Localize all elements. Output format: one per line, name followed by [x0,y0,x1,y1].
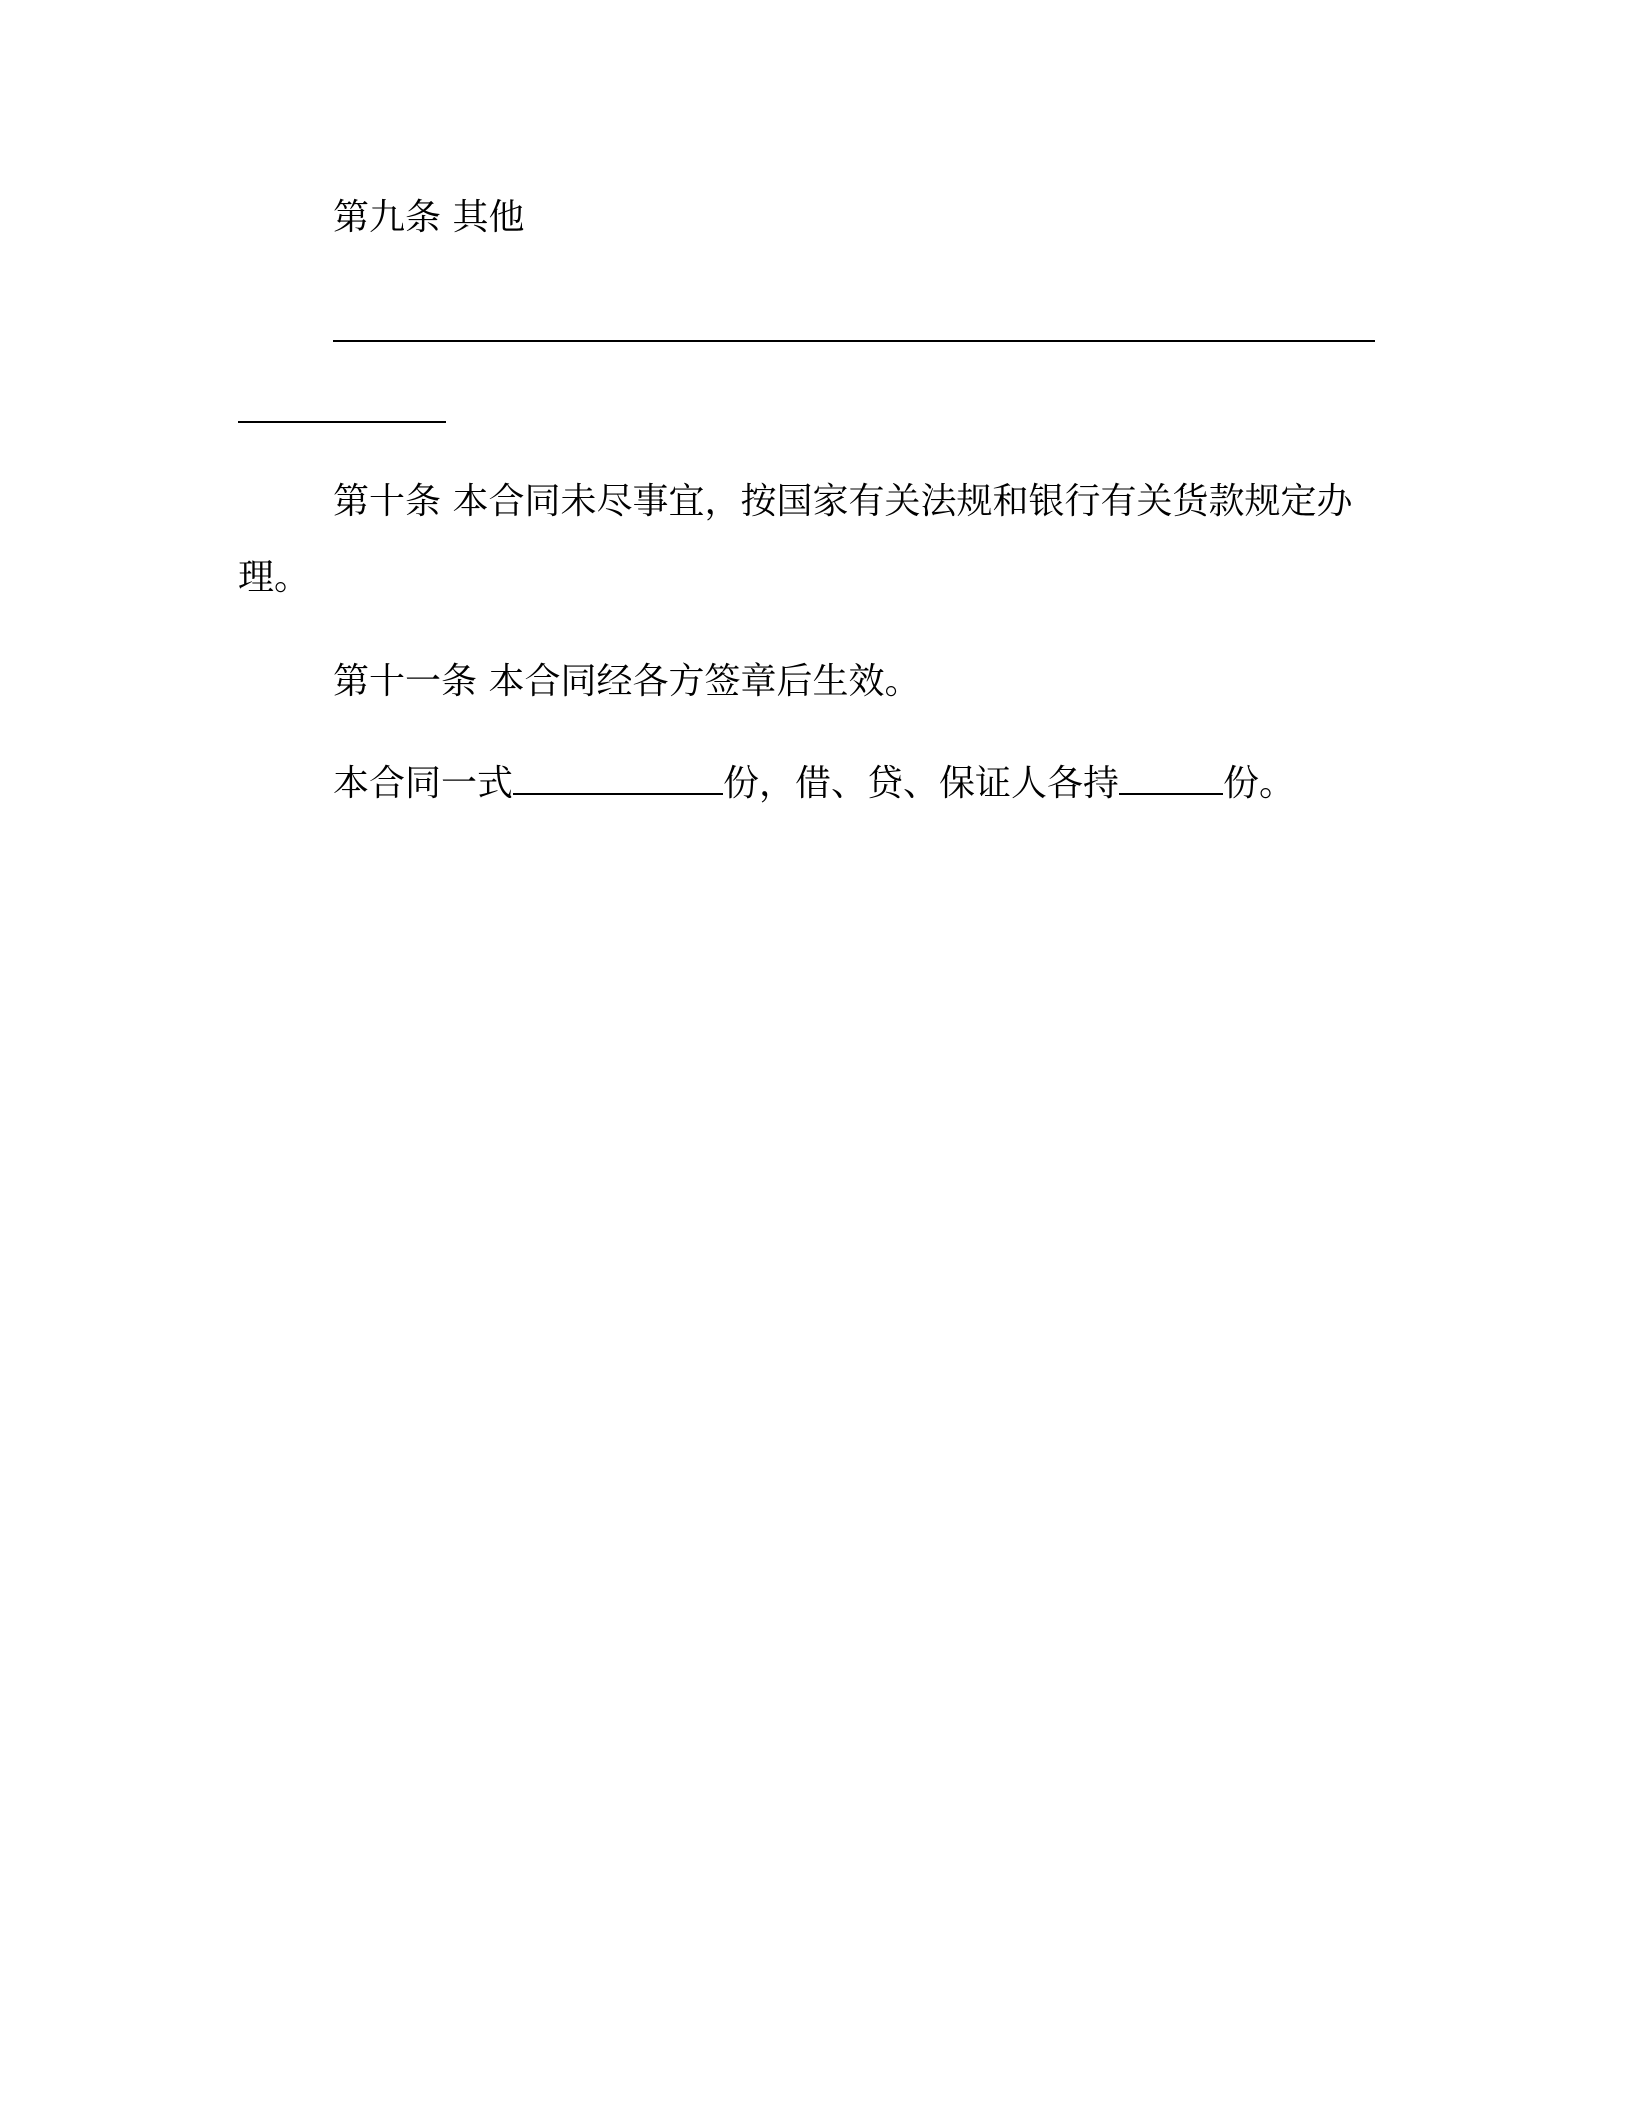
copies-suffix: 份。 [1223,763,1296,804]
article-10-text: 第十条 本合同未尽事宜，按国家有关法规和银行有关货款规定办 [333,481,1353,522]
article-9-heading: 第九条 其他 [333,197,525,238]
copies-each-blank [1119,763,1223,795]
copies-middle: 份，借、贷、保证人各持 [723,763,1120,804]
article-11-text: 第十一条 本合同经各方签章后生效。 [333,661,921,702]
copies-count-blank [513,763,723,795]
copies-prefix: 本合同一式 [333,763,514,804]
fill-in-blank-line [333,340,1375,342]
article-10-text-continued: 理。 [238,557,311,598]
copies-clause [333,762,1295,806]
fill-in-blank-line-continued [238,421,446,423]
